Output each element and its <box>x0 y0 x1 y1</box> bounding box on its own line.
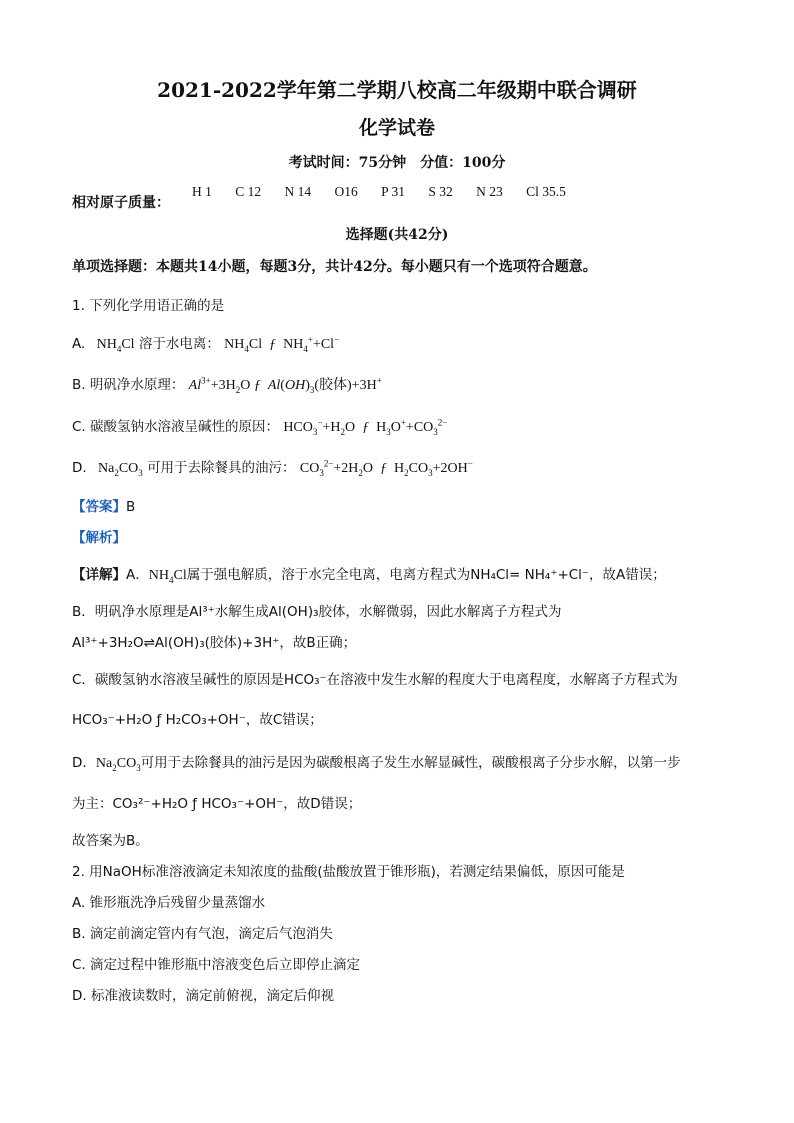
atomic-mass-item: Cl 35.5 <box>526 184 566 199</box>
atomic-mass-item: O16 <box>334 184 358 199</box>
q1-detail-b1: B．明矾净水原理是Al³⁺水解生成Al(OH)₃胶体，水解微弱，因此水解离子方程式为 <box>72 604 562 620</box>
q1-detail-c2: HCO₃⁻+H₂O ƒ H₂CO₃+OH⁻，故C错误； <box>72 712 323 728</box>
q2-option-a: A. 锥形瓶洗净后残留少量蒸馏水 <box>72 895 266 911</box>
q1-detail-a: 【详解】A．$NH_4Cl$属于强电解质，溶于水完全电离，电离方程式为NH₄Cl= NH₄⁺+Cl⁻，故A错误； <box>72 567 666 585</box>
atomic-mass-item: P 31 <box>381 184 406 199</box>
atomic-mass-item: H 1 <box>192 184 212 199</box>
atomic-mass-item: C 12 <box>235 184 262 199</box>
q1-option-a: A. $NH_4Cl$ 溶于水电离： $NH_4Cl$ ƒ $NH_4^++Cl^-$ <box>72 334 340 354</box>
q1-conclusion: 故答案为B。 <box>72 833 149 849</box>
q1-detail-d1: D．$Na_2CO_3$可用于去除餐具的油污是因为碳酸根离子发生水解显碱性，碳酸根离子分步水解，以第一步 <box>72 755 681 773</box>
q2-option-b: B. 滴定前滴定管内有气泡，滴定后气泡消失 <box>72 926 333 942</box>
q2-option-d: D. 标准液读数时，滴定前俯视，滴定后仰视 <box>72 988 334 1004</box>
section-instruction: 单项选择题：本题共14小题，每题3分，共计42分。每小题只有一个选项符合题意。 <box>72 259 597 275</box>
atomic-mass-item: N 14 <box>284 184 312 199</box>
q1-option-b: B. 明矾净水原理： $Al^{3+}+3H_2O$ ƒ $Al(OH)_3$(胶体)+3H+ <box>72 375 382 395</box>
page-subtitle: 化学试卷 <box>358 117 435 139</box>
q1-detail-d2: 为主：CO₃²⁻+H₂O ƒ HCO₃⁻+OH⁻，故D错误； <box>72 796 362 812</box>
q2-stem: 2. 用NaOH标准溶液滴定未知浓度的盐酸(盐酸放置于锥形瓶)，若测定结果偏低，原因可能是 <box>72 864 625 880</box>
atomic-mass-list <box>192 184 586 200</box>
q2-option-c: C. 滴定过程中锥形瓶中溶液变色后立即停止滴定 <box>72 957 361 973</box>
q1-detail-b2: Al³⁺+3H₂O⇌Al(OH)₃(胶体)+3H⁺，故B正确； <box>72 635 357 651</box>
q1-stem: 1. 下列化学用语正确的是 <box>72 298 225 314</box>
page-title: 2021-2022学年第二学期八校高二年级期中联合调研 <box>157 78 637 102</box>
atomic-mass-label: 相对原子质量： <box>72 195 170 211</box>
q1-answer: 【答案】B <box>72 499 136 515</box>
atomic-mass-item: N 23 <box>476 184 503 199</box>
atomic-mass-item: S 32 <box>428 184 453 199</box>
q1-option-d: D. $Na_2CO_3$ 可用于去除餐具的油污： $CO_3^{2-}+2H_2O$ ƒ $H_2CO_3+2OH^-$ <box>72 458 473 478</box>
q1-analysis-tag: 【解析】 <box>72 530 126 546</box>
q1-option-c: C. 碳酸氢钠水溶液呈碱性的原因： $HCO_3^-+H_2O$ ƒ $H_3O^++CO_3^{2-}$ <box>72 417 448 437</box>
exam-info: 考试时间：75分钟 分值：100分 <box>288 155 506 171</box>
section-title: 选择题(共42分) <box>345 227 449 243</box>
q1-detail-c1: C．碳酸氢钠水溶液呈碱性的原因是HCO₃⁻在溶液中发生水解的程度大于电离程度，水解离子方程式为 <box>72 672 678 688</box>
